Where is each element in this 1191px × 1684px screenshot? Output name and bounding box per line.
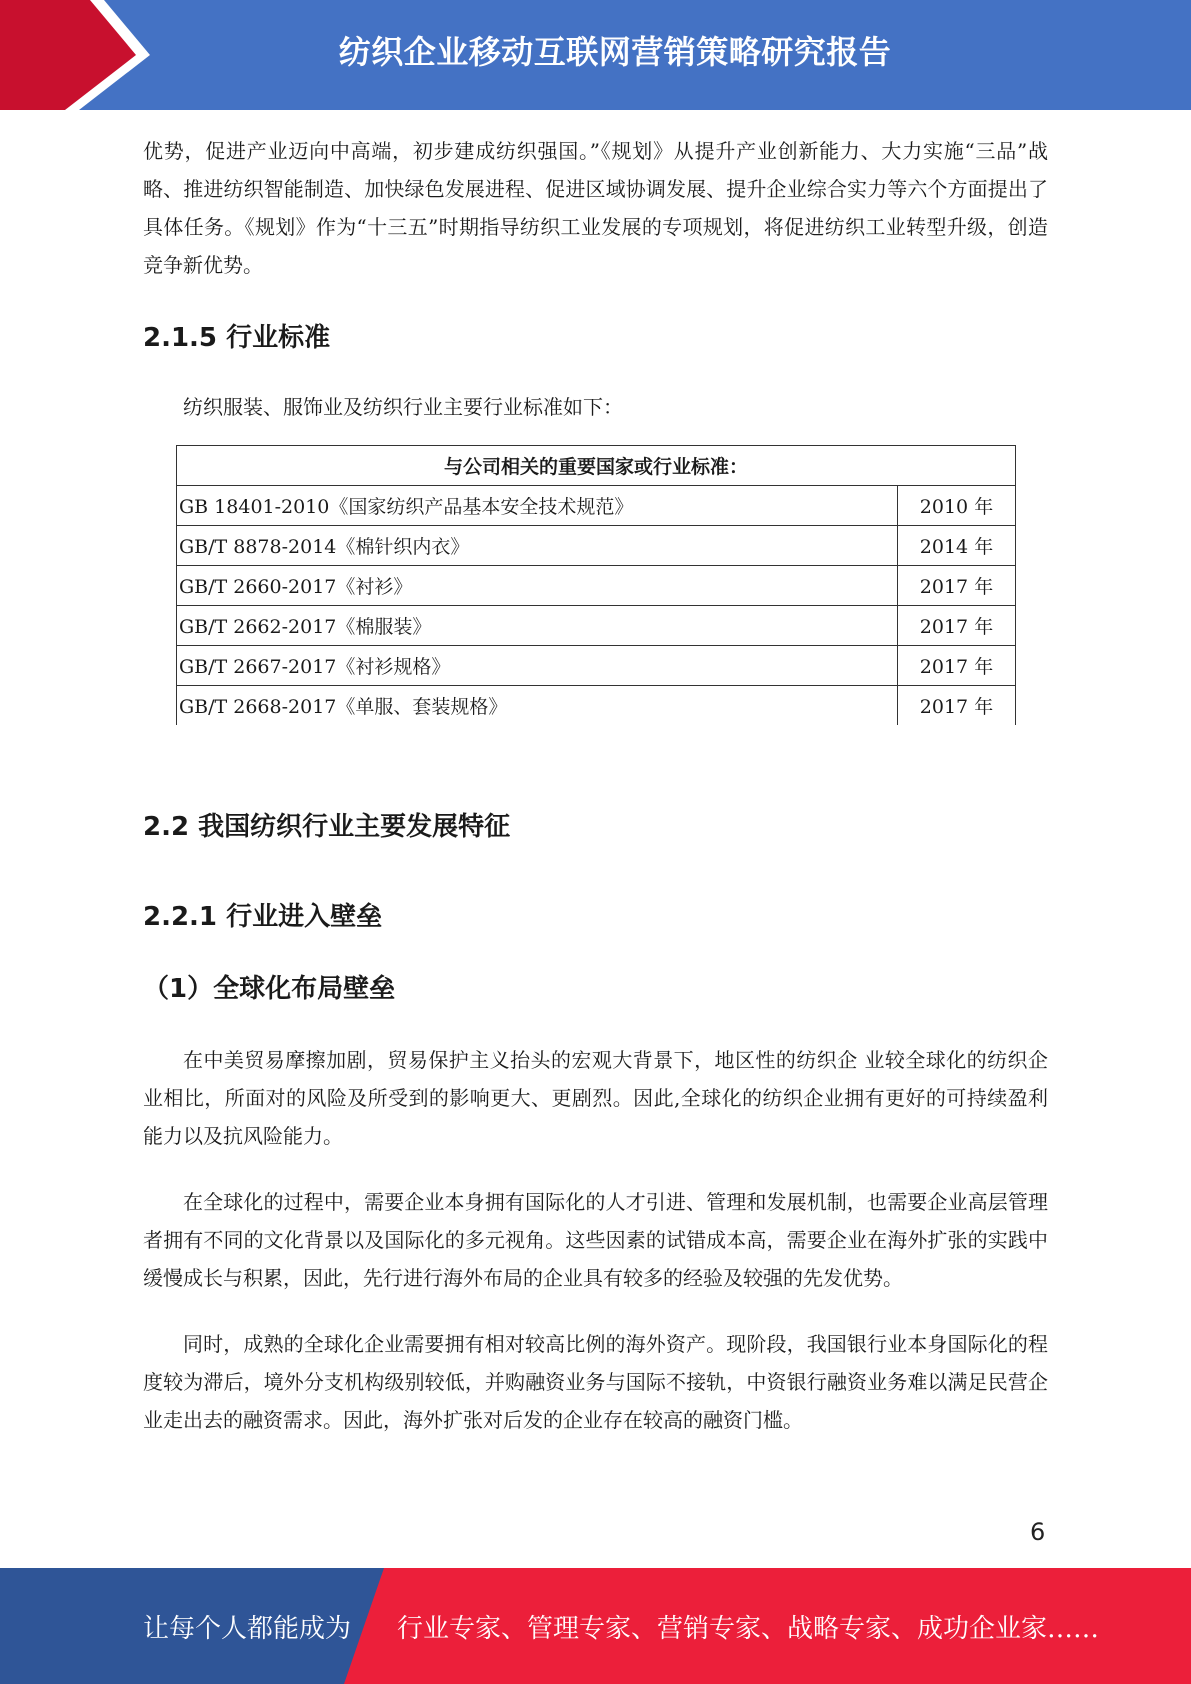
table-row (177, 486, 1016, 526)
page-footer (0, 1568, 1191, 1684)
body-paragraph: 同时，成熟的全球化企业需要拥有相对较高比例的海外资产。现阶段，我国银行业本身国际化的程度较为滞后，境外分支机构级别较低，并购融资业务与国际不接轨，中资银行融资业务难以满足民营企业走出去的融资需求。因此，海外扩张对后发的企业存在较高的融资门槛。 (143, 1332, 1048, 1432)
table-row (177, 686, 1016, 726)
standard-name: GB 18401-2010《国家纺织产品基本安全技术规范》 (177, 486, 898, 526)
report-title: 纺织企业移动互联网营销策略研究报告 (338, 33, 892, 71)
subsection-1-heading: （1）全球化布局壁垒 (143, 974, 396, 1004)
body-paragraph: 在中美贸易摩擦加剧，贸易保护主义抬头的宏观大背景下，地区性的纺织企 业较全球化的纺织企业相比，所面对的风险及所受到的影响更大、更剧烈。因此,全球化的纺织企业拥有更好的可持续盈利能力以及抗风险能力。 (143, 1048, 1048, 1148)
standard-year: 2010 年 (898, 486, 1016, 526)
header-red-chevron (0, 0, 150, 110)
standard-name: GB/T 2660-2017《衬衫》 (177, 566, 898, 606)
standard-year: 2014 年 (898, 526, 1016, 566)
standard-name: GB/T 2667-2017《衬衫规格》 (177, 646, 898, 686)
footer-slogan-left: 让每个人都能成为 (143, 1614, 352, 1644)
section-2-2-heading: 2.2 我国纺织行业主要发展特征 (143, 812, 511, 842)
standard-year: 2017 年 (898, 606, 1016, 646)
standard-year: 2017 年 (898, 686, 1016, 726)
table-row (177, 646, 1016, 686)
standards-intro: 纺织服装、服饰业及纺织行业主要行业标准如下： (183, 395, 623, 419)
page-header (0, 0, 1191, 110)
standard-name: GB/T 2662-2017《棉服装》 (177, 606, 898, 646)
section-2-2-1-heading: 2.2.1 行业进入壁垒 (143, 902, 383, 932)
table-header: 与公司相关的重要国家或行业标准： (177, 446, 1016, 486)
table-header-row (177, 446, 1016, 486)
table-row (177, 526, 1016, 566)
intro-paragraph: 优势，促进产业迈向中高端，初步建成纺织强国。”《规划》从提升产业创新能力、大力实施“三品”战略、推进纺织智能制造、加快绿色发展进程、促进区域协调发展、提升企业综合实力等六个方面提出了具体任务。《规划》作为“十三五”时期指导纺织工业发展的专项规划，将促进纺织工业转型升级，创造竞争新优势。 (143, 139, 1048, 277)
body-paragraph: 在全球化的过程中，需要企业本身拥有国际化的人才引进、管理和发展机制，也需要企业高层管理者拥有不同的文化背景以及国际化的多元视角。这些因素的试错成本高，需要企业在海外扩张的实践中缓慢成长与积累，因此，先行进行海外布局的企业具有较多的经验及较强的先发优势。 (143, 1190, 1048, 1290)
standard-year: 2017 年 (898, 566, 1016, 606)
footer-slogan-right: 行业专家、管理专家、营销专家、战略专家、成功企业家…… (397, 1614, 1100, 1644)
standard-year: 2017 年 (898, 646, 1016, 686)
table-row (177, 566, 1016, 606)
standard-name: GB/T 2668-2017《单服、套装规格》 (177, 686, 898, 726)
section-2-1-5-heading: 2.1.5 行业标准 (143, 323, 331, 353)
standard-name: GB/T 8878-2014《棉针织内衣》 (177, 526, 898, 566)
standards-table (176, 445, 1016, 725)
page-number: 6 (1030, 1518, 1046, 1546)
document-body (143, 132, 1048, 1439)
table-row (177, 606, 1016, 646)
